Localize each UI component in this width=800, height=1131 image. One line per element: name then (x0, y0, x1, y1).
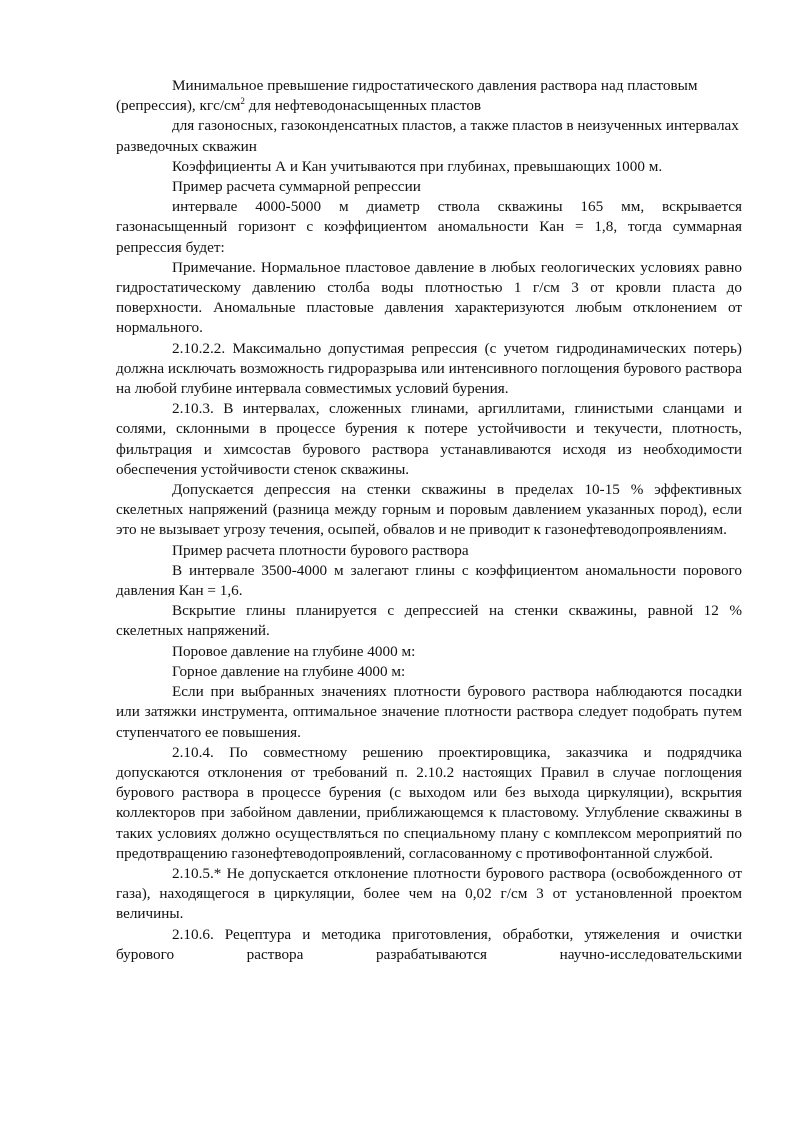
paragraph-selected-values: Если при выбранных значениях плотности бурового раствора наблюдаются посадки или затяжки инструмента, оптимальное значение плотности раствора следует подобрать путем ступенчатого ее повышения. (116, 683, 742, 741)
paragraph-2-10-2-2: 2.10.2.2. Максимально допустимая репрессия (с учетом гидродинамических потерь) должна исключать возможность гидроразрыва или интенсивного поглощения бурового раствора на любой глубине интервала совместимых условий бурения. (116, 339, 742, 398)
paragraph-interval-clays: В интервале 3500-4000 м залегают глины с коэффициентом аномальности порового давления Кан = 1,6. (116, 561, 742, 600)
paragraph-density-example-title: Пример расчета плотности бурового раствора (172, 541, 469, 559)
paragraph-pore-pressure: Поровое давление на глубине 4000 м: (172, 642, 416, 660)
paragraph-rock-pressure: Горное давление на глубине 4000 м: (172, 662, 406, 680)
paragraph-repression-oil: Минимальное превышение гидростатического давления раствора над пластовым (репрессия), кгс/$см^2$ для нефтеводонасыщенных пластов (116, 77, 698, 115)
paragraph-2-10-5: 2.10.5.* Не допускается отклонение плотности бурового раствора (освобожденного от газа), находящегося в циркуляции, более чем на 0,02 г/см 3 от установленной проектом величины. (116, 864, 742, 923)
paragraph-2-10-3: 2.10.3. В интервалах, сложенных глинами, аргиллитами, глинистыми сланцами и солями, склонными в процессе бурения к потере устойчивости и текучести, плотность, фильтрация и химсостав бурового раствора устанавливаются исходя из необходимости обеспечения устойчивости стенок скважины. (116, 400, 742, 478)
paragraph-depression: Допускается депрессия на стенки скважины в пределах 10-15 % эффективных скелетных напряжений (разница между горным и поровым давлением указанных пород), если это не вызывает угрозу течения, осыпей, обвалов и не приводит к газонефтеводопроявлениям. (116, 481, 742, 539)
paragraph-note: Примечание. Нормальное пластовое давление в любых геологических условиях равно гидростатическому давлению столба воды плотностью 1 г/см 3 от кровли пласта до поверхности. Аномальные пластовые давления характеризуются любым отклонением от нормального. (116, 258, 742, 337)
paragraph-example-interval: интервале 4000-5000 м диаметр ствола скважины 165 мм, вскрывается газонасыщенный горизонт с коэффициентом аномальности Кан = 1,8, тогда суммарная репрессия будет: (116, 198, 742, 256)
paragraph-repression-gas: для газоносных, газоконденсатных пластов, а также пластов в неизученных интервалах разведочных скважин (116, 117, 739, 155)
paragraph-2-10-4: 2.10.4. По совместному решению проектировщика, заказчика и подрядчика допускаются отклонения от требований п. 2.10.2 настоящих Правил в случае поглощения бурового раствора в процессе бурения (с выходом или без выхода циркуляции), вскрытия коллекторов при забойном давлении, приближающемся к пластовому. Углубление скважины в таких условиях должно осуществляться по специальному плану с комплексом мероприятий по предотвращению газонефтеводопроявлений, согласованному с противофонтанной службой. (116, 743, 742, 862)
paragraph-clay-opening: Вскрытие глины планируется с депрессией на стенки скважины, равной 12 % скелетных напряжений. (116, 602, 742, 640)
document-body (116, 76, 742, 965)
superscript-2: 2 (240, 96, 245, 107)
paragraph-coefficients: Коэффициенты А и Кан учитываются при глубинах, превышающих 1000 м. (172, 157, 663, 175)
paragraph-2-10-6: 2.10.6. Рецептура и методика приготовления, обработки, утяжеления и очистки бурового раствора разрабатываются научно-исследовательскими (116, 925, 742, 963)
paragraph-example-title: Пример расчета суммарной репрессии (172, 178, 421, 196)
